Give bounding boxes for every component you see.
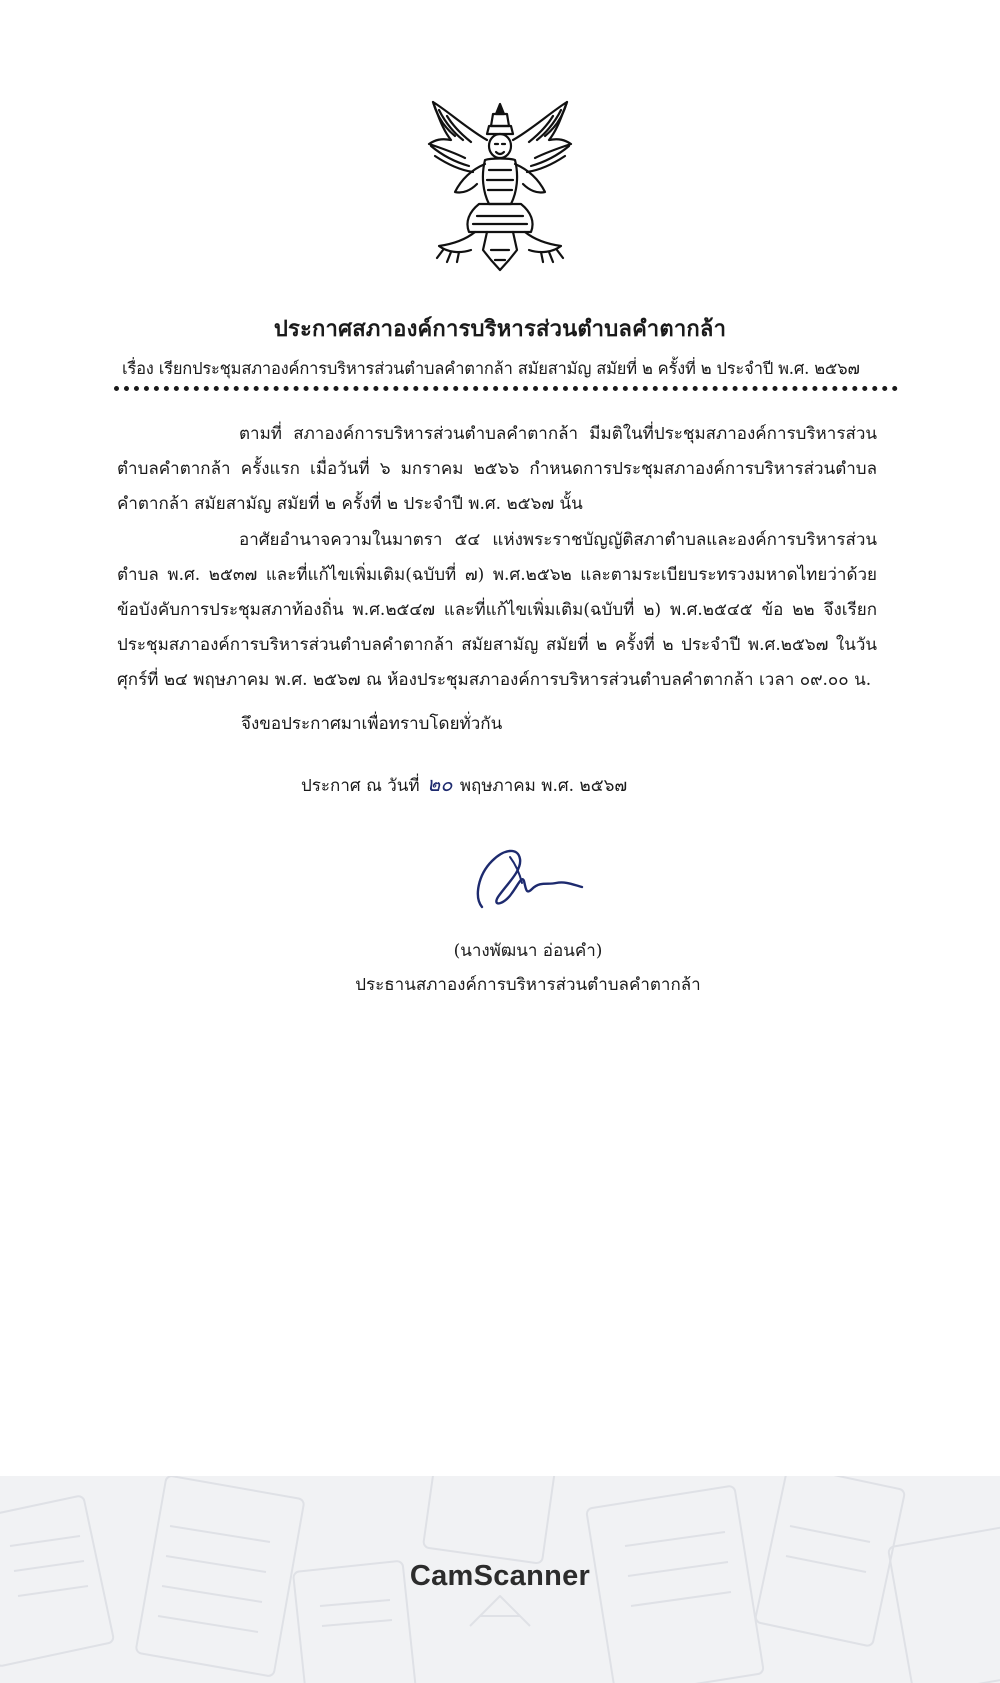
camscanner-brand: CamScanner xyxy=(409,1560,591,1592)
body-paragraph-1: ตามที่ สภาองค์การบริหารส่วนตำบลคำตากล้า มีมติในที่ประชุมสภาองค์การบริหารส่วนตำบลคำตากล้า ครั้งแรก เมื่อวันที่ ๖ มกราคม ๒๕๖๖ กำหนดการประชุมสภาองค์การบริหารส่วนตำบลคำตากล้า สมัยสามัญ สมัยที่ ๒ ครั้งที่ ๒ ประจำปี พ.ศ. ๒๕๖๗ นั้น xyxy=(117,424,877,514)
signature-icon xyxy=(470,845,590,915)
signer-title: ประธานสภาองค์การบริหารส่วนตำบลคำตากล้า xyxy=(355,975,701,995)
subject-line: เรื่อง เรียกประชุมสภาองค์การบริหารส่วนตำบลคำตากล้า สมัยสามัญ สมัยที่ ๒ ครั้งที่ ๒ ประจำปี พ.ศ. ๒๕๖๗ xyxy=(122,359,860,378)
closing-statement: จึงขอประกาศมาเพื่อทราบโดยทั่วกัน xyxy=(241,714,503,734)
body-paragraph-2: อาศัยอำนาจความในมาตรา ๕๔ แห่งพระราชบัญญัติสภาตำบลและองค์การบริหารส่วนตำบล พ.ศ. ๒๕๓๗ และที่แก้ไขเพิ่มเติม(ฉบับที่ ๗) พ.ศ.๒๕๖๒ และตามระเบียบระทรวงมหาดไทยว่าด้วยข้อบังคับการประชุมสภาท้องถิ่น พ.ศ.๒๕๔๗ และที่แก้ไขเพิ่มเติม(ฉบับที่ ๒) พ.ศ.๒๕๔๕ ข้อ ๒๒ จึงเรียกประชุมสภาองค์การบริหารส่วนตำบลคำตากล้า สมัยสามัญ สมัยที่ ๒ ครั้งที่ ๒ ประจำปี พ.ศ.๒๕๖๗ ในวันศุกร์ที่ ๒๔ พฤษภาคม พ.ศ. ๒๕๖๗ ณ ห้องประชุมสภาองค์การบริหารส่วนตำบลคำตากล้า เวลา ๐๙.๐๐ น. xyxy=(117,530,877,690)
announcement-date xyxy=(301,768,627,800)
signer-name: (นางพัฒนา อ่อนคำ) xyxy=(453,941,603,961)
handwritten-date-day: ๒๐ xyxy=(427,772,453,796)
date-suffix: พฤษภาคม พ.ศ. ๒๕๖๗ xyxy=(459,776,628,796)
date-prefix: ประกาศ ณ วันที่ xyxy=(301,776,420,796)
scanner-footer xyxy=(0,1476,1000,1683)
dotted-divider xyxy=(114,386,898,391)
garuda-emblem-icon xyxy=(425,100,575,272)
page-title: ประกาศสภาองค์การบริหารส่วนตำบลคำตากล้า xyxy=(273,316,727,342)
